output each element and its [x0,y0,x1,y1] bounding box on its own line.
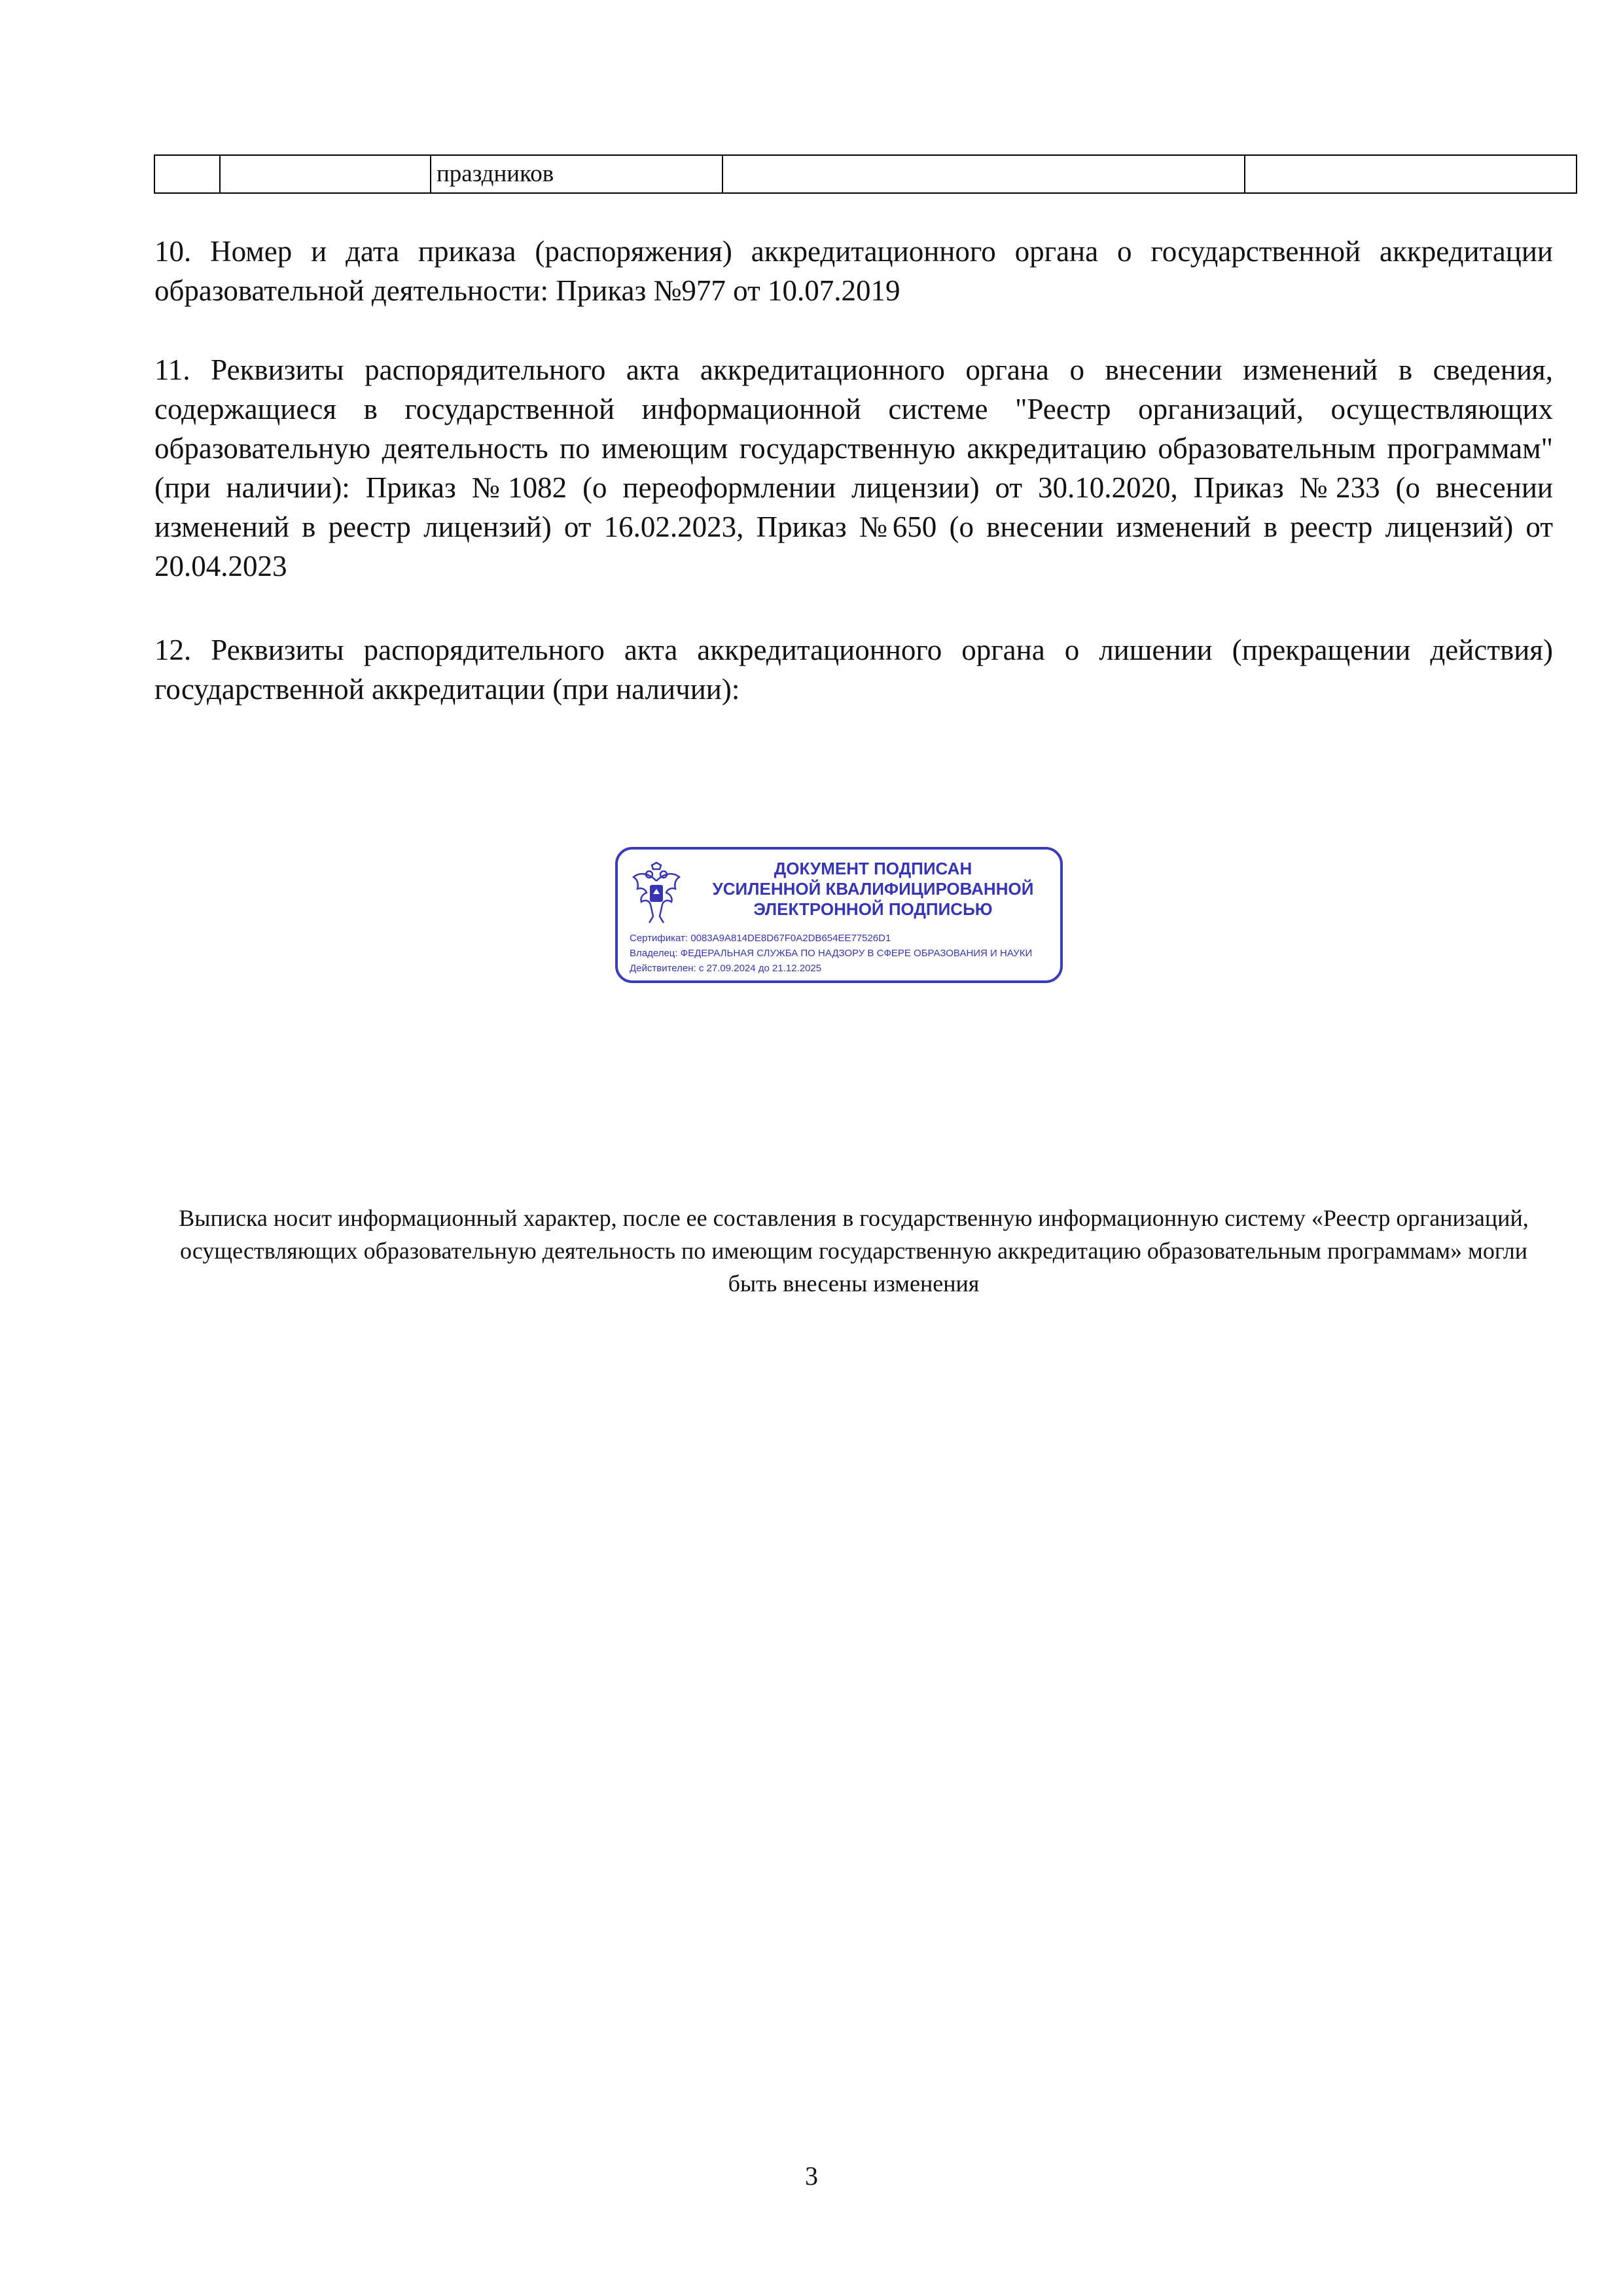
continuation-table [154,154,1577,194]
stamp-heading-line: ДОКУМЕНТ ПОДПИСАН [774,859,972,878]
table-cell-code [220,155,431,193]
stamp-validity: Действителен: с 27.09.2024 до 21.12.2025 [630,963,822,974]
stamp-owner: Владелец: ФЕДЕРАЛЬНАЯ СЛУЖБА ПО НАДЗОРУ В СФЕРЕ ОБРАЗОВАНИЯ И НАУКИ [630,948,1033,959]
section-12-revocation-acts: 12. Реквизиты распорядительного акта аккредитационного органа о лишении (прекращении действия) государственной аккредитации (при наличии): [154,634,1553,706]
section-10-accreditation-order: 10. Номер и дата приказа (распоряжения) аккредитационного органа о государственной аккредитации образовательной деятельности: Приказ №977 от 10.07.2019 [154,235,1553,307]
stamp-heading [696,859,1050,920]
stamp-heading-line: ЭЛЕКТРОННОЙ ПОДПИСЬЮ [753,899,993,919]
table-row [154,155,1577,193]
section-11-amendment-acts: 11. Реквизиты распорядительного акта аккредитационного органа о внесении изменений в сведения, содержащиеся в государственной информационной системе "Реестр организаций, осуществляющих образовательную деятельность по имеющим государственную аккредитацию образовательным программам" (при наличии): Приказ №1082 (о переоформлении лицензии) от 30.10.2020, Приказ №233 (о внесении изменений в реестр лицензий) от 16.02.2023, Приказ №650 (о внесении изменений в реестр лицензий) от 20.04.2023 [154,353,1553,583]
table-cell-program-name: праздников [431,155,722,193]
stamp-heading-line: УСИЛЕННОЙ КВАЛИФИЦИРОВАННОЙ [712,879,1034,899]
double-headed-eagle-icon [630,861,683,925]
electronic-signature-stamp [615,847,1063,983]
table-cell-level [722,155,1245,193]
stamp-details [630,931,1055,976]
table-cell-qualification [1245,155,1577,193]
page-number: 3 [805,2161,818,2191]
table-cell-number [154,155,220,193]
footer-disclaimer: Выписка носит информационный характер, после ее составления в государственную информационную систему «Реестр организаций, осуществляющих образовательную деятельность по имеющим государственную аккредитацию образовательным программам» могли быть внесены изменения [179,1205,1529,1297]
stamp-certificate: Сертификат: 0083A9A814DE8D67F0A2DB654EE77526D1 [630,933,891,944]
